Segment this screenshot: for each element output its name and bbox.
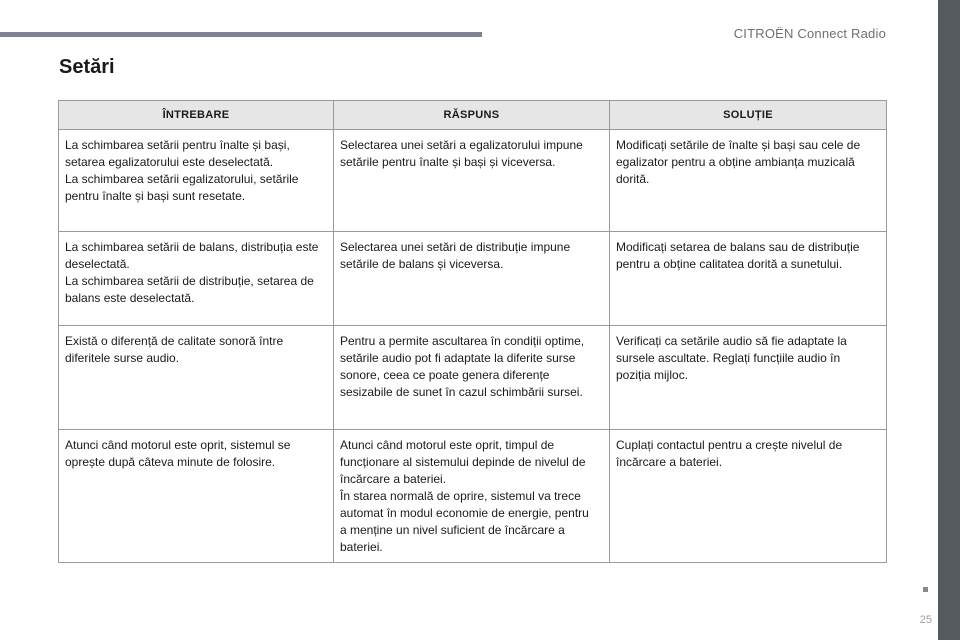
header-question: ÎNTREBARE [59, 101, 334, 130]
text-line: Pentru a permite ascultarea în condiții optime, [340, 334, 585, 348]
question-cell [59, 232, 334, 326]
solution-cell [610, 232, 887, 326]
text-line: setările audio pot fi adaptate la diferite surse [340, 351, 576, 365]
text-line: a menține un nivel suficient de încărcare a [340, 523, 565, 537]
text-line: La schimbarea setării pentru înalte și bași, [65, 138, 290, 152]
text-line: încărcare a bateriei. [340, 472, 447, 486]
text-line: sesizabile de sunet în cazul schimbării sursei. [340, 385, 583, 399]
text-line: Modificați setările de înalte și bași sau cele de [616, 138, 861, 152]
text-line: oprește după câteva minute de folosire. [65, 455, 276, 469]
text-line: bateriei. [340, 540, 383, 554]
table-row [59, 326, 887, 430]
text-line: setările pentru înalte și bași și viceversa. [340, 155, 556, 169]
text-line: Există o diferență de calitate sonoră între [65, 334, 284, 348]
text-line: dorită. [616, 172, 650, 186]
question-cell [59, 130, 334, 232]
text-line: La schimbarea setării egalizatorului, setările [65, 172, 299, 186]
text-line: Verificați ca setările audio să fie adaptate la [616, 334, 847, 348]
answer-cell [334, 232, 610, 326]
solution-cell [610, 130, 887, 232]
header-solution: SOLUȚIE [610, 101, 887, 130]
text-line: sonore, ceea ce poate genera diferențe [340, 368, 550, 382]
text-line: deselectată. [65, 257, 130, 271]
question-cell [59, 326, 334, 430]
page-number: 25 [919, 614, 932, 626]
text-line: La schimbarea setării de balans, distribuția este [65, 240, 319, 254]
text-line: poziția mijloc. [616, 368, 689, 382]
text-line: automat în modul economie de energie, pentru [340, 506, 589, 520]
table-header-row [59, 101, 887, 130]
text-line: Atunci când motorul este oprit, sistemul se [65, 438, 291, 452]
solution-cell [610, 326, 887, 430]
question-cell [59, 430, 334, 563]
text-line: încărcare a bateriei. [616, 455, 723, 469]
table-row [59, 232, 887, 326]
text-line: egalizator pentru a obține ambianța muzicală [616, 155, 855, 169]
faq-table [58, 100, 887, 563]
text-line: Cuplați contactul pentru a crește nivelul de [616, 438, 843, 452]
answer-cell [334, 430, 610, 563]
table-row [59, 430, 887, 563]
page-title: Setări [59, 56, 115, 78]
text-line: pentru înalte și bași sunt resetate. [65, 189, 246, 203]
text-line: Atunci când motorul este oprit, timpul de [340, 438, 555, 452]
text-line: balans este deselectată. [65, 291, 195, 305]
text-line: setările de balans și viceversa. [340, 257, 504, 271]
solution-cell [610, 430, 887, 563]
text-line: funcționare al sistemului depinde de nivelul de [340, 455, 586, 469]
answer-cell [334, 326, 610, 430]
side-strip [938, 0, 960, 640]
text-line: Selectarea unei setări de distribuție impune [340, 240, 571, 254]
answer-cell [334, 130, 610, 232]
text-line: În starea normală de oprire, sistemul va trece [340, 489, 581, 503]
text-line: La schimbarea setării de distribuție, setarea de [65, 274, 314, 288]
text-line: setarea egalizatorului este deselectată. [65, 155, 274, 169]
page-marker [923, 587, 928, 592]
header-answer: RĂSPUNS [334, 101, 610, 130]
text-line: Modificați setarea de balans sau de distribuție [616, 240, 860, 254]
text-line: Selectarea unei setări a egalizatorului impune [340, 138, 583, 152]
header-rule [0, 32, 482, 37]
text-line: diferitele surse audio. [65, 351, 180, 365]
header-title: CITROËN Connect Radio [733, 26, 886, 41]
text-line: pentru a obține calitatea dorită a sunetului. [616, 257, 843, 271]
text-line: sursele ascultate. Reglați funcțiile audio în [616, 351, 841, 365]
table-row [59, 130, 887, 232]
